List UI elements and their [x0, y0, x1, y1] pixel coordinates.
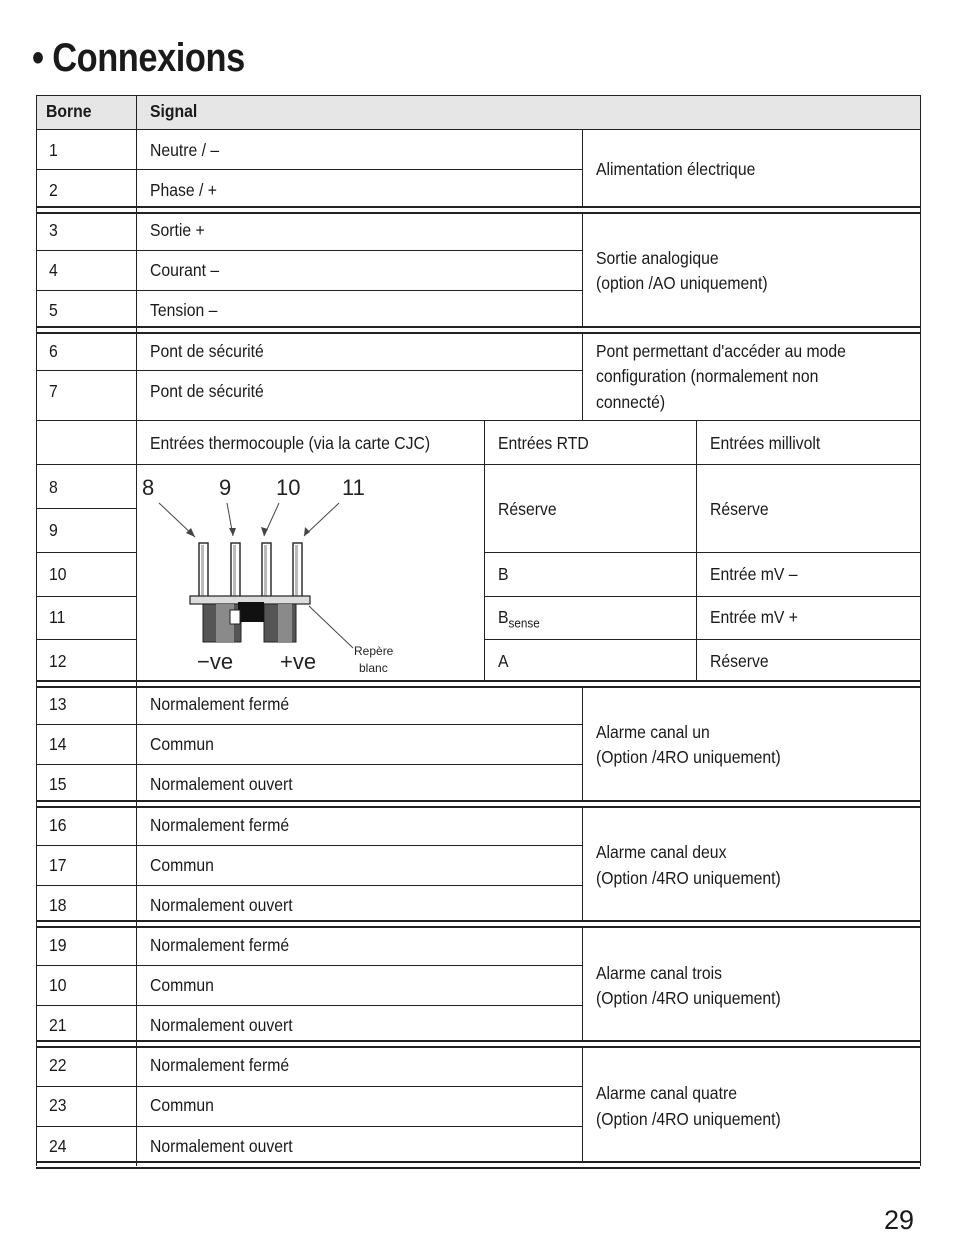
table-row-borne: 7	[49, 381, 58, 401]
table-row-borne: 2	[49, 180, 58, 200]
table-row-borne: 8	[49, 477, 58, 497]
table-row-borne: 18	[49, 895, 67, 915]
group-description: (Option /4RO uniquement)	[596, 988, 781, 1008]
table-row-borne: 17	[49, 855, 67, 875]
table-row-signal: Commun	[150, 855, 214, 875]
mv-value: Entrée mV +	[710, 607, 798, 627]
table-row-borne: 11	[49, 607, 66, 627]
table-row-signal: Normalement ouvert	[150, 895, 293, 915]
page-number: 29	[884, 1205, 915, 1235]
thermocouple-connector-diagram	[137, 465, 483, 679]
table-row-borne: 3	[49, 220, 58, 240]
group-description: (Option /4RO uniquement)	[596, 868, 781, 888]
table-row-borne: 6	[49, 341, 58, 361]
group-description: Alarme canal un	[596, 722, 710, 742]
rtd-value: A	[498, 651, 509, 671]
group-description: Sortie analogique	[596, 248, 719, 268]
pin-label: 11	[342, 475, 365, 500]
table-row-signal: Courant –	[150, 260, 220, 280]
page-title: • Connexions	[32, 36, 245, 80]
table-row-borne: 13	[49, 694, 67, 714]
table-row-signal: Commun	[150, 1095, 214, 1115]
table-row-borne: 21	[49, 1015, 67, 1035]
rtd-value: $B_{sense}$	[498, 607, 540, 631]
table-row-signal: Normalement ouvert	[150, 1015, 293, 1035]
table-row-borne: 1	[49, 140, 58, 160]
group-description: configuration (normalement non	[596, 366, 819, 386]
group-description: (Option /4RO uniquement)	[596, 1109, 781, 1129]
table-row-borne: 23	[49, 1095, 67, 1115]
table-row-signal: Phase / +	[150, 180, 217, 200]
table-row-signal: Commun	[150, 975, 214, 995]
table-row-borne: 24	[49, 1136, 67, 1156]
pin-label: 8	[142, 475, 155, 500]
header-borne: Borne	[46, 101, 92, 121]
table-row-borne: 19	[49, 935, 67, 955]
column-rtd: Entrées RTD	[498, 433, 589, 453]
table-row-signal: Normalement fermé	[150, 935, 290, 955]
table-row-signal: Normalement ouvert	[150, 774, 293, 794]
mv-value: Entrée mV –	[710, 564, 798, 584]
pin-label: 10	[276, 475, 301, 500]
table-row-borne: 4	[49, 260, 58, 280]
mv-value: Réserve	[710, 499, 769, 519]
rtd-value: Réserve	[498, 499, 557, 519]
table-row-borne: 10	[49, 564, 67, 584]
table-row-signal: Normalement fermé	[150, 694, 290, 714]
rtd-value: B	[498, 564, 509, 584]
group-description: Alimentation électrique	[596, 159, 756, 179]
positive-label: +ve	[280, 649, 317, 674]
column-millivolt: Entrées millivolt	[710, 433, 821, 453]
table-row-borne: 9	[49, 520, 58, 540]
group-description: Alarme canal trois	[596, 963, 723, 983]
table-row-signal: Neutre / –	[150, 140, 220, 160]
group-description: connecté)	[596, 392, 666, 412]
table-row-borne: 16	[49, 815, 67, 835]
table-row-signal: Commun	[150, 734, 214, 754]
group-description: Alarme canal deux	[596, 842, 727, 862]
pin-label: 9	[219, 475, 232, 500]
table-row-signal: Normalement fermé	[150, 815, 290, 835]
table-row-signal: Pont de sécurité	[150, 341, 264, 361]
marker-label: blanc	[359, 661, 388, 675]
table-row-signal: Normalement fermé	[150, 1055, 290, 1075]
mv-value: Réserve	[710, 651, 769, 671]
group-description: (Option /4RO uniquement)	[596, 747, 781, 767]
table-row-signal: Normalement ouvert	[150, 1136, 293, 1156]
table-row-signal: Pont de sécurité	[150, 381, 264, 401]
table-row-signal: Sortie +	[150, 220, 205, 240]
header-signal: Signal	[150, 101, 198, 121]
table-row-borne: 22	[49, 1055, 67, 1075]
table-row-borne: 15	[49, 774, 67, 794]
table-row-borne: 5	[49, 300, 58, 320]
group-description: Alarme canal quatre	[596, 1083, 737, 1103]
table-row-borne: 12	[49, 651, 67, 671]
table-row-borne: 14	[49, 734, 67, 754]
table-row-borne: 10	[49, 975, 67, 995]
group-description: (option /AO uniquement)	[596, 273, 768, 293]
negative-label: −ve	[197, 649, 234, 674]
column-thermocouple: Entrées thermocouple (via la carte CJC)	[150, 433, 431, 453]
table-row-signal: Tension –	[150, 300, 218, 320]
group-description: Pont permettant d'accéder au mode	[596, 341, 846, 361]
marker-label: Repère	[354, 644, 394, 658]
